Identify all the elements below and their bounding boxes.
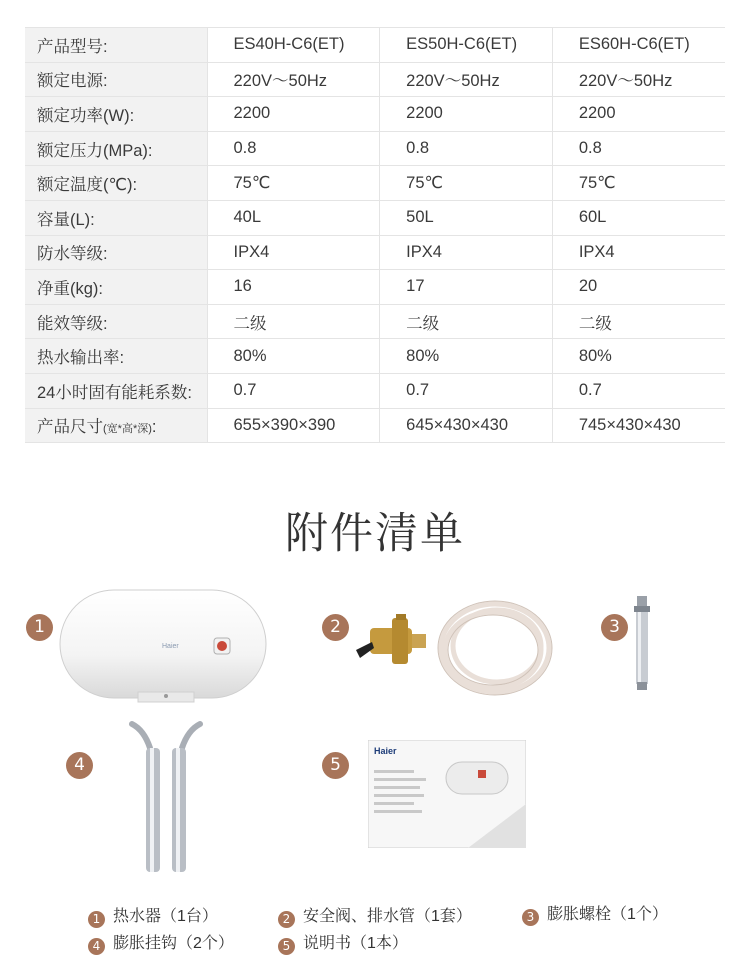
spec-label [25, 304, 207, 339]
spec-value: 17 [380, 270, 553, 305]
spec-value: 50L [380, 200, 553, 235]
spec-value: 75℃ [380, 166, 553, 201]
spec-label-text: 产品型号: [37, 37, 108, 56]
legend-badge: 3 [522, 909, 539, 926]
manual-image [368, 740, 526, 848]
spec-value: ES60H-C6(ET) [552, 28, 725, 63]
spec-value: 2200 [552, 97, 725, 132]
spec-label [25, 373, 207, 408]
legend-item-2 [278, 903, 472, 928]
badge-2: 2 [322, 614, 349, 641]
spec-row [25, 304, 725, 339]
spec-value: 二级 [380, 304, 553, 339]
spec-value: 80% [207, 339, 380, 374]
spec-value: 220V～50Hz [380, 62, 553, 97]
spec-value: 80% [380, 339, 553, 374]
legend-item-4 [88, 930, 234, 955]
spec-label-text: 额定温度(℃): [37, 176, 138, 195]
spec-label-text: 容量(L): [37, 210, 95, 229]
spec-row [25, 270, 725, 305]
spec-label-text: 额定电源: [37, 72, 108, 91]
spec-label [25, 408, 207, 443]
spec-label-text: 额定压力(MPa): [37, 141, 153, 160]
spec-value: ES50H-C6(ET) [380, 28, 553, 63]
spec-value: 0.7 [380, 373, 553, 408]
drain-hose-image [433, 598, 555, 698]
spec-value: 2200 [207, 97, 380, 132]
spec-value: IPX4 [207, 235, 380, 270]
badge-3: 3 [601, 614, 628, 641]
spec-value: 二级 [552, 304, 725, 339]
badge-5: 5 [322, 752, 349, 779]
spec-value: 40L [207, 200, 380, 235]
legend-text: 热水器（1台） [113, 908, 218, 925]
legend-text: 说明书（1本） [303, 935, 408, 952]
spec-label [25, 339, 207, 374]
legend-item-3 [522, 901, 668, 926]
spec-row [25, 235, 725, 270]
water-heater-image [58, 588, 268, 706]
legend-badge: 4 [88, 938, 105, 955]
spec-label [25, 28, 207, 63]
spec-label [25, 270, 207, 305]
legend-text: 安全阀、排水管（1套） [303, 908, 472, 925]
heater-brand-text: Haier [162, 643, 179, 650]
spec-value: 60L [552, 200, 725, 235]
spec-row [25, 339, 725, 374]
spec-row [25, 62, 725, 97]
spec-value: 0.7 [207, 373, 380, 408]
spec-label [25, 97, 207, 132]
spec-value: 二级 [207, 304, 380, 339]
spec-value: 220V～50Hz [552, 62, 725, 97]
spec-label [25, 200, 207, 235]
badge-4: 4 [66, 752, 93, 779]
expansion-hooks-image [126, 718, 206, 876]
spec-row [25, 200, 725, 235]
spec-value: 0.7 [552, 373, 725, 408]
spec-label-text: 热水输出率: [37, 349, 125, 368]
spec-label [25, 166, 207, 201]
legend-badge: 1 [88, 911, 105, 928]
badge-1: 1 [26, 614, 53, 641]
accessories-title: 附件清单 [285, 510, 465, 558]
spec-label-sub: (宽*高*深) [103, 423, 152, 436]
spec-value: ES40H-C6(ET) [207, 28, 380, 63]
safety-valve-image [352, 614, 432, 674]
spec-value: 0.8 [552, 131, 725, 166]
spec-table-body [25, 28, 725, 443]
spec-label-text: 能效等级: [37, 314, 108, 333]
spec-value: 20 [552, 270, 725, 305]
spec-row [25, 28, 725, 63]
spec-row [25, 166, 725, 201]
spec-value: 655×390×390 [207, 408, 380, 443]
legend-badge: 5 [278, 938, 295, 955]
spec-value: 75℃ [207, 166, 380, 201]
legend-item-1 [88, 903, 218, 928]
spec-label-suffix: : [151, 418, 157, 437]
spec-row [25, 131, 725, 166]
spec-value: 2200 [380, 97, 553, 132]
spec-row [25, 408, 725, 443]
spec-row [25, 97, 725, 132]
expansion-bolt-image [630, 594, 654, 694]
spec-value: 645×430×430 [380, 408, 553, 443]
spec-label [25, 62, 207, 97]
spec-label-text: 产品尺寸 [37, 418, 103, 437]
spec-value: 220V～50Hz [207, 62, 380, 97]
spec-table [25, 27, 725, 443]
manual-brand-text: Haier [374, 746, 397, 756]
spec-value: 745×430×430 [552, 408, 725, 443]
spec-value: 75℃ [552, 166, 725, 201]
spec-value: IPX4 [552, 235, 725, 270]
spec-label-text: 额定功率(W): [37, 106, 135, 125]
spec-row [25, 373, 725, 408]
legend-text: 膨胀螺栓（1个） [547, 906, 668, 923]
spec-label [25, 235, 207, 270]
legend-item-5 [278, 930, 408, 955]
legend-text: 膨胀挂钩（2个） [113, 935, 234, 952]
spec-value: 0.8 [380, 131, 553, 166]
spec-value: IPX4 [380, 235, 553, 270]
spec-value: 80% [552, 339, 725, 374]
spec-label [25, 131, 207, 166]
spec-label-text: 防水等级: [37, 245, 108, 264]
legend-badge: 2 [278, 911, 295, 928]
spec-value: 0.8 [207, 131, 380, 166]
spec-label-text: 24小时固有能耗系数: [37, 383, 192, 402]
spec-label-text: 净重(kg): [37, 279, 103, 298]
spec-value: 16 [207, 270, 380, 305]
